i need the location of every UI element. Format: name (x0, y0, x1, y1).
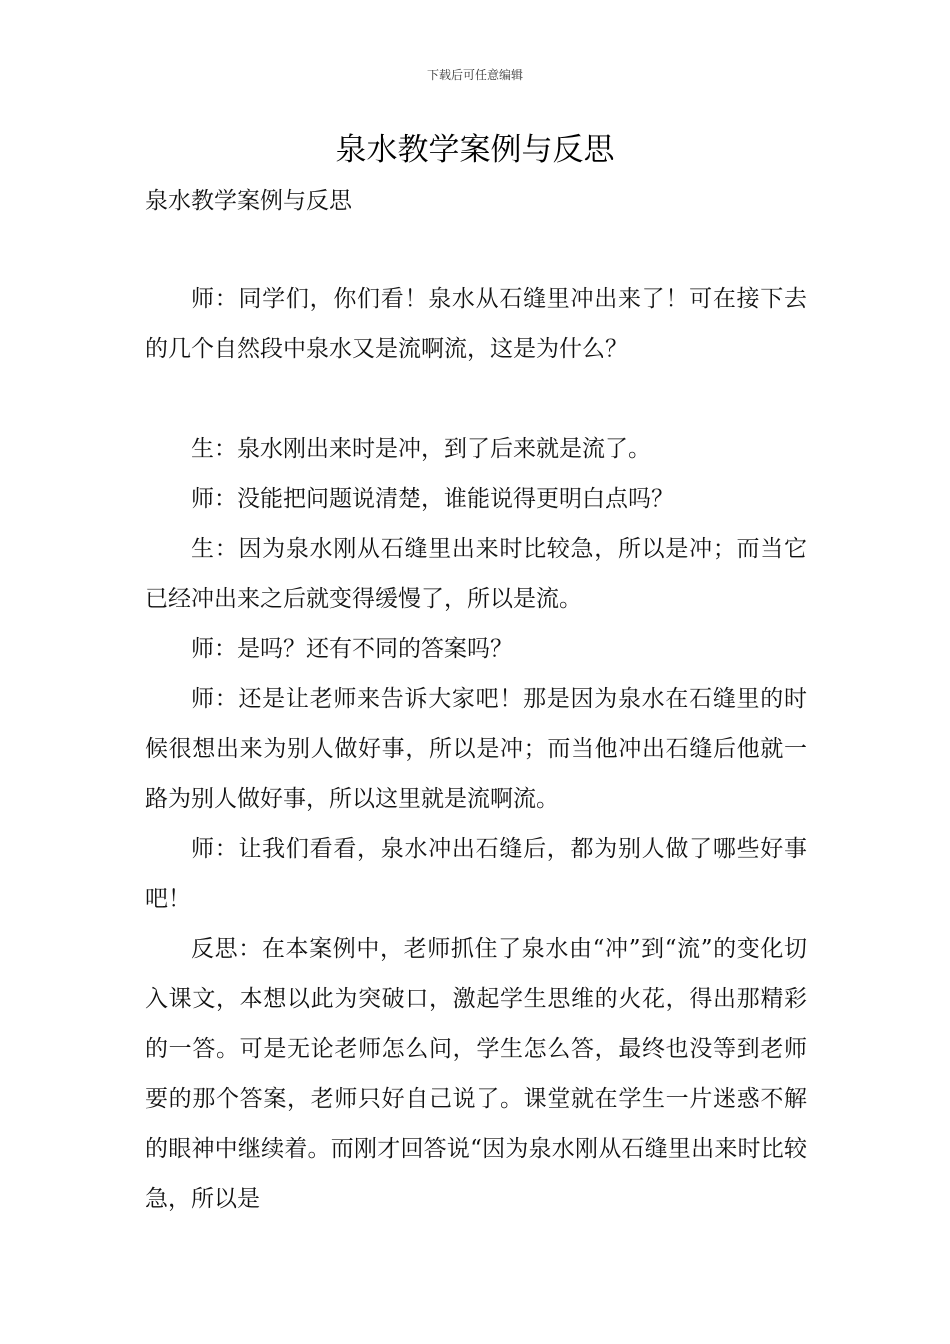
paragraph-teacher-question: 师：同学们，你们看！泉水从石缝里冲出来了！可在接下去的几个自然段中泉水又是流啊流，这是为什么？ (145, 286, 807, 362)
paragraph-teacher-explanation: 师：还是让老师来告诉大家吧！那是因为泉水在石缝里的时候很想出来为别人做好事，所以是冲；而当他冲出石缝后他就一路为别人做好事，所以这里就是流啊流。 (145, 686, 807, 812)
page-header-note: 下载后可任意编辑 (426, 68, 523, 82)
paragraph-teacher-followup: 师：没能把问题说清楚，谁能说得更明白点吗？ (191, 486, 674, 512)
paragraph-reflection: 反思：在本案例中，老师抓住了泉水由“冲”到“流”的变化切入课文，本想以此为突破口，激起学生思维的火花，得出那精彩的一答。可是无论老师怎么问，学生怎么答，最终也没等到老师要的那个答案，老师只好自己说了。课堂就在学生一片迷惑不解的眼神中继续着。而刚才回答说“因为泉水刚从石缝里出来时比较急，所以是 (145, 936, 807, 1212)
paragraph-teacher-lets-see: 师：让我们看看，泉水冲出石缝后，都为别人做了哪些好事吧！ (145, 836, 807, 912)
document-subtitle: 泉水教学案例与反思 (145, 188, 352, 214)
paragraph-teacher-ask-more: 师：是吗？还有不同的答案吗？ (191, 636, 513, 662)
paragraph-student-answer-1: 生：泉水刚出来时是冲，到了后来就是流了。 (191, 436, 651, 462)
document-title: 泉水教学案例与反思 (335, 132, 615, 168)
paragraph-student-answer-2: 生：因为泉水刚从石缝里出来时比较急，所以是冲；而当它已经冲出来之后就变得缓慢了，所以是流。 (145, 536, 807, 612)
